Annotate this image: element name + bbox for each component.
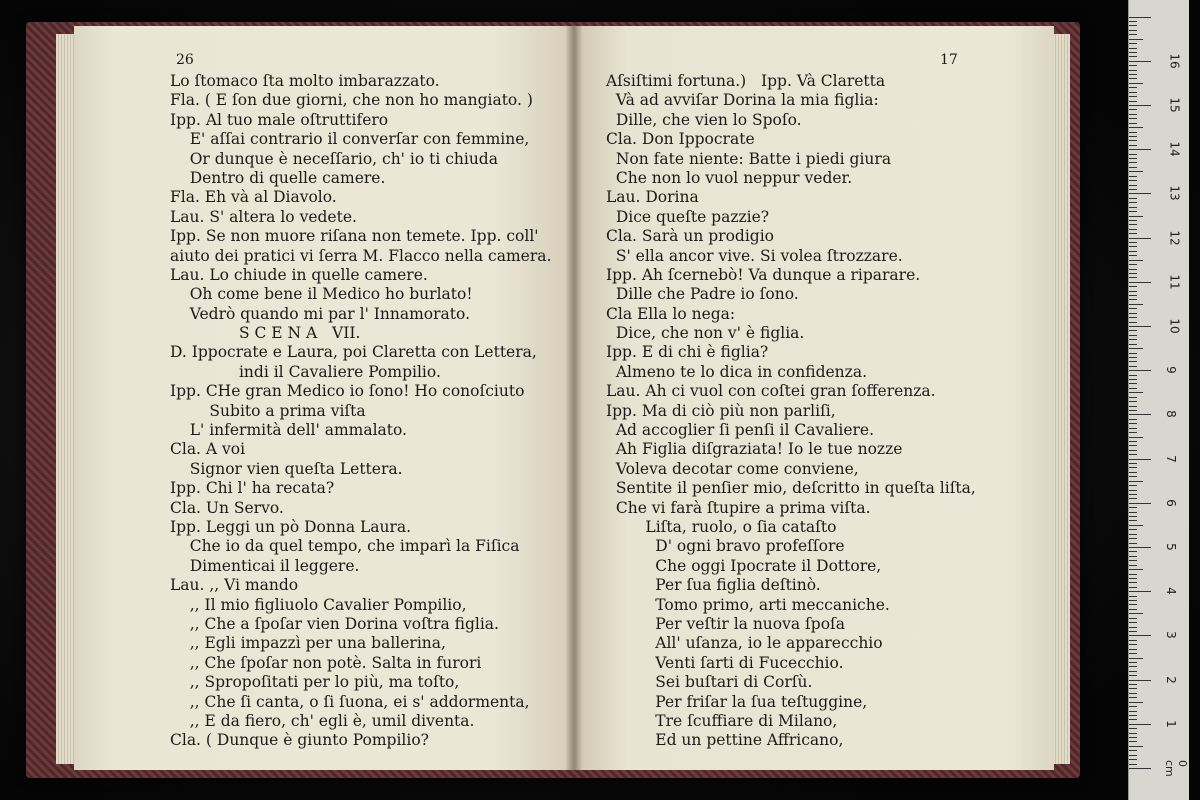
text-line: Dille che Padre io ſono. (606, 285, 799, 304)
ruler-tick (1129, 719, 1137, 720)
ruler-tick (1129, 688, 1137, 689)
text-line: Cla. ( Dunque è giunto Pompilio? (170, 731, 429, 750)
ruler-tick (1129, 481, 1143, 482)
ruler-number: 4 (1163, 587, 1178, 596)
ruler-tick (1129, 34, 1137, 35)
ruler-tick (1129, 379, 1137, 380)
ruler-tick (1129, 127, 1143, 128)
text-line: Dimenticai il leggere. (170, 556, 360, 575)
ruler-tick (1129, 242, 1137, 243)
text-line: Voleva decotar come conviene, (606, 459, 859, 478)
ruler-number: 2 (1163, 675, 1178, 684)
ruler-number: 13 (1167, 185, 1182, 202)
ruler-tick (1129, 251, 1137, 252)
text-line: ,, Egli impazzì per una ballerina, (170, 634, 446, 653)
ruler-tick (1129, 543, 1137, 544)
ruler-tick (1129, 357, 1137, 358)
ruler-tick (1129, 547, 1151, 548)
ruler-tick (1129, 101, 1137, 102)
text-line: ,, Che ſi canta, o ſi ſuona, ei s' addormenta, (170, 692, 530, 711)
ruler-tick (1129, 715, 1137, 716)
ruler-tick (1129, 609, 1137, 610)
ruler-tick (1129, 238, 1151, 239)
text-line: Ah Figlia diſgraziata! Io le tue nozze (606, 440, 903, 459)
text-line: Per veſtir la nuova ſpoſa (606, 614, 846, 633)
ruler-number: 14 (1167, 141, 1182, 157)
ruler-tick (1129, 485, 1137, 486)
text-line: Subito a prima viſta (170, 401, 366, 420)
ruler-tick (1129, 193, 1151, 194)
book-gutter (566, 26, 582, 770)
ruler-number: 1 (1163, 719, 1178, 728)
text-line: Dille, che vien lo Spoſo. (606, 110, 802, 129)
text-line: Ipp. E di chi è figlia? (606, 343, 769, 362)
text-line: Cla. A voi (170, 440, 246, 459)
ruler-tick (1129, 167, 1137, 168)
ruler-tick (1129, 702, 1143, 703)
ruler-tick (1129, 733, 1137, 734)
ruler-number: 9 (1163, 366, 1178, 375)
ruler-tick (1129, 70, 1137, 71)
ruler-tick (1129, 680, 1151, 681)
text-line: Cla. Un Servo. (170, 498, 284, 517)
ruler-tick (1129, 684, 1137, 685)
text-line: Almeno te lo dica in confidenza. (606, 362, 868, 381)
ruler-tick (1129, 83, 1143, 84)
ruler-tick (1129, 21, 1137, 22)
ruler-tick (1129, 96, 1137, 97)
text-line: Vedrò quando mi par l' Innamorato. (170, 304, 471, 323)
ruler-tick (1129, 490, 1137, 491)
ruler-tick (1129, 631, 1137, 632)
ruler-tick (1129, 132, 1137, 133)
text-line: E' aſſai contrario il converſar con femmine, (170, 130, 530, 149)
text-line: Fla. ( E ſon due giorni, che non ho mangiato. ) (170, 91, 533, 110)
text-line: Ed un pettine Affricano, (606, 731, 844, 750)
ruler-number: 3 (1163, 631, 1178, 640)
ruler-number: 16 (1167, 53, 1182, 69)
ruler-tick (1129, 211, 1137, 212)
ruler-tick (1129, 313, 1137, 314)
ruler-tick (1129, 145, 1137, 146)
ruler-tick (1129, 459, 1151, 460)
ruler-tick (1129, 737, 1137, 738)
text-line: aiuto dei pratici vi ſerra M. Flacco nella camera. (170, 246, 552, 265)
ruler-tick (1129, 658, 1143, 659)
ruler-number: 8 (1163, 410, 1178, 419)
ruler-tick (1129, 39, 1143, 40)
text-line: Or dunque è neceſſario, ch' io ti chiuda (170, 149, 498, 168)
ruler-tick (1129, 366, 1137, 367)
ruler-tick (1129, 370, 1151, 371)
ruler-tick (1129, 604, 1137, 605)
ruler-tick (1129, 529, 1137, 530)
ruler-number: 11 (1167, 274, 1182, 290)
right-folio: 17 (940, 52, 958, 68)
text-line: Sentite il penſier mio, deſcritto in queſta liſta, (606, 479, 976, 498)
ruler-tick (1129, 189, 1137, 190)
text-line: Lau. Ah ci vuol con coſtei gran ſofferenza. (606, 382, 936, 401)
ruler-tick (1129, 216, 1143, 217)
text-line: Cla. Don Ippocrate (606, 130, 755, 149)
ruler-tick (1129, 392, 1143, 393)
ruler-tick (1129, 339, 1137, 340)
ruler-tick (1129, 414, 1151, 415)
ruler-tick (1129, 653, 1137, 654)
ruler-tick (1129, 87, 1137, 88)
ruler-tick (1129, 750, 1137, 751)
ruler-tick (1129, 180, 1137, 181)
ruler-tick (1129, 551, 1137, 552)
ruler-tick (1129, 640, 1137, 641)
ruler-tick (1129, 671, 1137, 672)
ruler-number: 7 (1163, 454, 1178, 463)
text-line: Dice, che non v' è figlia. (606, 324, 805, 343)
text-line: Che oggi Ipocrate il Dottore, (606, 556, 882, 575)
ruler-tick (1129, 706, 1137, 707)
ruler-tick (1129, 410, 1137, 411)
ruler-tick (1129, 454, 1137, 455)
ruler-tick (1129, 43, 1137, 44)
text-line: L' infermità dell' ammalato. (170, 421, 407, 440)
ruler-tick (1129, 317, 1137, 318)
text-line: Cla Ella lo nega: (606, 304, 736, 323)
text-line: S C E N A VII. (170, 324, 361, 343)
ruler-tick (1129, 17, 1151, 18)
ruler-tick (1129, 578, 1137, 579)
ruler-tick (1129, 388, 1137, 389)
ruler-tick (1129, 759, 1137, 760)
ruler-tick (1129, 507, 1137, 508)
ruler-tick (1129, 162, 1137, 163)
ruler-tick (1129, 764, 1137, 765)
ruler-tick (1129, 229, 1137, 230)
ruler-tick (1129, 693, 1137, 694)
text-line: ,, Spropoſitati per lo più, ma toſto, (170, 673, 460, 692)
ruler-tick (1129, 516, 1137, 517)
ruler-tick (1129, 295, 1137, 296)
text-line: Oh come bene il Medico ho burlato! (170, 285, 473, 304)
ruler-tick (1129, 114, 1137, 115)
ruler-tick (1129, 273, 1137, 274)
ruler-tick (1129, 299, 1137, 300)
text-line: Ipp. Al tuo male oſtruttifero (170, 110, 389, 129)
text-line: S' ella ancor vive. Si volea ſtrozzare. (606, 246, 903, 265)
text-line: Tomo primo, arti meccaniche. (606, 595, 890, 614)
text-line: Per ſua figlia deſtinò. (606, 576, 821, 595)
text-line: Non fate niente: Batte i piedi giura (606, 149, 892, 168)
ruler-tick (1129, 277, 1137, 278)
text-line: Lau. Dorina (606, 188, 699, 207)
ruler-tick (1129, 383, 1137, 384)
ruler-tick (1129, 582, 1137, 583)
ruler-tick (1129, 724, 1151, 725)
left-page-text (170, 72, 551, 751)
ruler-tick (1129, 437, 1143, 438)
ruler-tick (1129, 728, 1137, 729)
text-line: Ipp. Chi l' ha recata? (170, 479, 335, 498)
right-page-text (606, 72, 976, 751)
ruler-tick (1129, 463, 1137, 464)
ruler-tick (1129, 635, 1151, 636)
ruler-tick (1129, 282, 1151, 283)
ruler-tick (1129, 176, 1137, 177)
text-line: indi il Cavaliere Pompilio. (170, 362, 441, 381)
ruler-tick (1129, 375, 1137, 376)
ruler-tick (1129, 202, 1137, 203)
ruler-tick (1129, 768, 1151, 769)
text-line: ,, Che ſpoſar non potè. Salta in furori (170, 653, 482, 672)
ruler-tick (1129, 419, 1137, 420)
ruler-tick (1129, 503, 1151, 504)
text-line: Signor vien queſta Lettera. (170, 459, 403, 478)
text-line: Sei buſtari di Corſù. (606, 673, 813, 692)
ruler-tick (1129, 322, 1137, 323)
ruler-tick (1129, 423, 1137, 424)
text-line: ,, Il mio figliuolo Cavalier Pompilio, (170, 595, 467, 614)
ruler-tick (1129, 476, 1137, 477)
ruler-tick (1129, 613, 1143, 614)
text-line: Che io da quel tempo, che imparì la Fiſica (170, 537, 520, 556)
ruler-tick (1129, 344, 1137, 345)
ruler-tick (1129, 158, 1137, 159)
ruler-tick (1129, 255, 1137, 256)
ruler-tick (1129, 48, 1137, 49)
text-line: Lau. ,, Vi mando (170, 576, 299, 595)
text-line: ,, E da fiero, ch' egli è, umil diventa. (170, 711, 475, 730)
ruler-tick (1129, 78, 1137, 79)
ruler-tick (1129, 308, 1137, 309)
ruler-tick (1129, 264, 1137, 265)
text-line: Liſta, ruolo, o ſia cataſto (606, 517, 837, 536)
ruler-tick (1129, 56, 1137, 57)
text-line: Tre ſcuffiare di Milano, (606, 711, 838, 730)
ruler-tick (1129, 666, 1137, 667)
ruler-tick (1129, 74, 1137, 75)
ruler-number: 12 (1167, 229, 1182, 246)
text-line: Dentro di quelle camere. (170, 168, 386, 187)
ruler-tick (1129, 326, 1151, 327)
ruler-tick (1129, 432, 1137, 433)
ruler-tick (1129, 397, 1137, 398)
ruler-tick (1129, 565, 1137, 566)
ruler-tick (1129, 450, 1137, 451)
ruler-tick (1129, 348, 1143, 349)
ruler-tick (1129, 644, 1137, 645)
ruler-tick (1129, 560, 1137, 561)
ruler-tick (1129, 569, 1143, 570)
ruler-tick (1129, 224, 1137, 225)
ruler-tick (1129, 118, 1137, 119)
ruler-tick (1129, 494, 1137, 495)
text-line: Che vi farà ſtupire a prima viſta. (606, 498, 871, 517)
ruler-tick (1129, 65, 1137, 66)
ruler-tick (1129, 512, 1137, 513)
ruler-tick (1129, 304, 1143, 305)
ruler-tick (1129, 662, 1137, 663)
ruler-tick (1129, 233, 1137, 234)
text-line: Venti ſarti di Fucecchio. (606, 653, 844, 672)
ruler-tick (1129, 149, 1151, 150)
ruler-tick (1129, 574, 1137, 575)
ruler-tick (1129, 30, 1137, 31)
ruler-tick (1129, 534, 1137, 535)
ruler-tick (1129, 498, 1137, 499)
ruler-tick (1129, 525, 1143, 526)
text-line: Ipp. CHe gran Medico io ſono! Ho conoſciuto (170, 382, 525, 401)
text-line: Cla. Sarà un prodigio (606, 227, 774, 246)
ruler-tick (1129, 618, 1137, 619)
text-line: Ad accoglier ſi penſi il Cavaliere. (606, 421, 875, 440)
left-page-edges (56, 34, 76, 764)
ruler-tick (1129, 353, 1137, 354)
ruler-tick (1129, 741, 1137, 742)
ruler-tick (1129, 520, 1137, 521)
ruler-tick (1129, 472, 1137, 473)
text-line: Ipp. Leggi un pò Donna Laura. (170, 517, 412, 536)
text-line: Aſsiſtimi fortuna.) Ipp. Và Claretta (606, 72, 886, 90)
ruler-tick (1129, 291, 1137, 292)
left-folio: 26 (176, 52, 194, 68)
text-line: ,, Che a ſpoſar vien Dorina voſtra figlia. (170, 614, 499, 633)
text-line: Dice queſte pazzie? (606, 207, 770, 226)
ruler-number: 5 (1163, 543, 1178, 551)
ruler-tick (1129, 361, 1137, 362)
ruler-tick (1129, 105, 1151, 106)
ruler-tick (1129, 675, 1137, 676)
text-line: D' ogni bravo profeſſore (606, 537, 845, 556)
text-line: Lau. Lo chiude in quelle camere. (170, 265, 428, 284)
text-line: Per friſar la ſua teſtuggine, (606, 692, 868, 711)
ruler-tick (1129, 622, 1137, 623)
text-line: Che non lo vuol neppur veder. (606, 168, 853, 187)
ruler-tick (1129, 136, 1137, 137)
ruler-tick (1129, 746, 1143, 747)
text-line: Lau. S' altera lo vedete. (170, 207, 357, 226)
ruler-number: 6 (1163, 498, 1178, 507)
ruler-tick (1129, 286, 1137, 287)
ruler-tick (1129, 207, 1137, 208)
ruler-tick (1129, 627, 1137, 628)
ruler-tick (1129, 269, 1137, 270)
ruler-tick (1129, 185, 1137, 186)
ruler-tick (1129, 109, 1137, 110)
ruler-tick (1129, 335, 1137, 336)
ruler-tick (1129, 587, 1137, 588)
ruler-tick (1129, 697, 1137, 698)
text-line: Ipp. Se non muore riſana non temete. Ipp. coll' (170, 227, 539, 246)
text-line: Lo ſtomaco ſta molto imbarazzato. (170, 72, 440, 90)
ruler-tick (1129, 441, 1137, 442)
ruler-tick (1129, 600, 1137, 601)
ruler-tick (1129, 401, 1137, 402)
ruler-tick (1129, 61, 1151, 62)
ruler-tick (1129, 92, 1137, 93)
ruler-tick (1129, 591, 1151, 592)
text-line: All' uſanza, io le apparecchio (606, 634, 883, 653)
ruler-tick (1129, 755, 1137, 756)
ruler-tick (1129, 52, 1137, 53)
ruler-tick (1129, 556, 1137, 557)
ruler-tick (1129, 25, 1137, 26)
ruler-unit-label: 0 cm (1163, 760, 1189, 777)
ruler-tick (1129, 123, 1137, 124)
ruler-tick (1129, 467, 1137, 468)
ruler-tick (1129, 220, 1137, 221)
measuring-ruler (1128, 0, 1189, 800)
ruler-number: 10 (1167, 318, 1182, 334)
text-line: D. Ippocrate e Laura, poi Claretta con Lettera, (170, 343, 537, 362)
ruler-tick (1129, 406, 1137, 407)
ruler-tick (1129, 596, 1137, 597)
ruler-tick (1129, 140, 1137, 141)
ruler-tick (1129, 198, 1137, 199)
text-line: Ipp. Ah ſcernebò! Va dunque a riparare. (606, 265, 921, 284)
right-page-edges (1052, 34, 1070, 764)
ruler-tick (1129, 711, 1137, 712)
ruler-tick (1129, 260, 1143, 261)
ruler-tick (1129, 246, 1137, 247)
text-line: Ipp. Ma di ciò più non parliſi, (606, 401, 836, 420)
ruler-tick (1129, 330, 1137, 331)
ruler-tick (1129, 171, 1143, 172)
ruler-tick (1129, 649, 1137, 650)
ruler-tick (1129, 154, 1137, 155)
text-line: Fla. Eh và al Diavolo. (170, 188, 337, 207)
ruler-number: 15 (1167, 97, 1182, 113)
text-line: Và ad avviſar Dorina la mia figlia: (606, 91, 879, 110)
ruler-tick (1129, 538, 1137, 539)
ruler-tick (1129, 445, 1137, 446)
ruler-tick (1129, 428, 1137, 429)
